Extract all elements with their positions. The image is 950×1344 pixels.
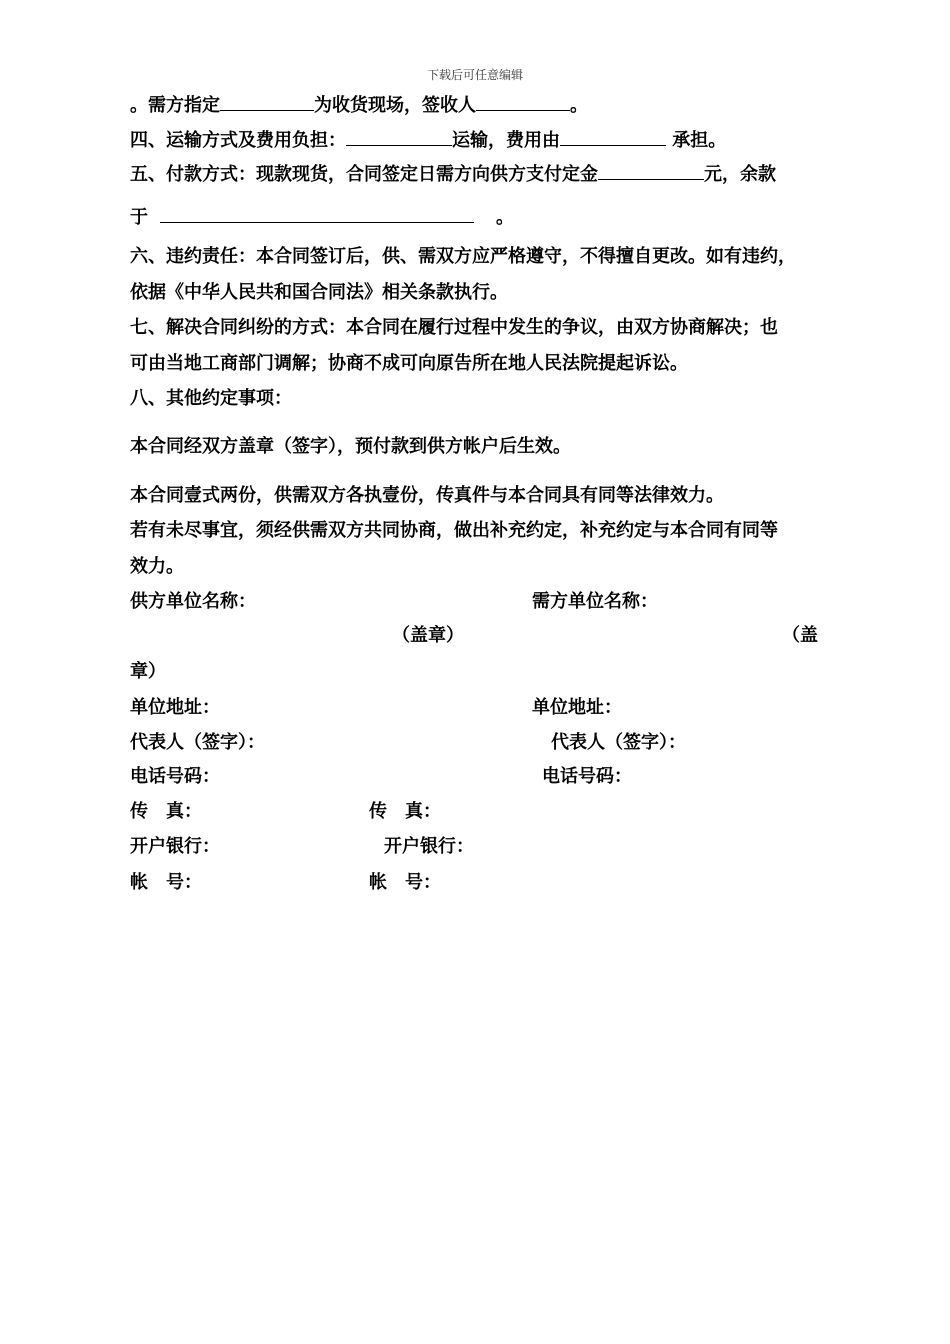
payment-text-1: 五、付款方式：现款现货，合同签定日需方向供方支付定金 bbox=[130, 164, 598, 185]
payment-text-2: 元，余款 bbox=[704, 164, 776, 185]
payment-text-3: 于 bbox=[130, 207, 148, 228]
clause-supplement-line2: 效力。 bbox=[130, 556, 184, 577]
transport-text-1: 四、运输方式及费用负担： bbox=[130, 130, 346, 151]
buyer-seal-label-b: 章） bbox=[130, 661, 166, 682]
payment-text-4: 。 bbox=[496, 207, 514, 228]
buyer-representative-label: 代表人（签字）： bbox=[551, 732, 686, 753]
transport-mode-blank[interactable] bbox=[346, 127, 452, 146]
buyer-bank-label: 开户银行： bbox=[384, 836, 474, 857]
clause-payment bbox=[130, 161, 776, 187]
receipt-text-2: 为收货现场，签收人 bbox=[314, 95, 476, 116]
page-header-note: 下载后可任意编辑 bbox=[426, 68, 523, 82]
buyer-address-label: 单位地址： bbox=[532, 697, 622, 718]
clause-receipt bbox=[130, 92, 588, 118]
supplier-fax-label: 传 真： bbox=[130, 801, 202, 822]
receipt-location-blank[interactable] bbox=[220, 92, 314, 111]
buyer-fax-label: 传 真： bbox=[369, 801, 441, 822]
clause-supplement-line1: 若有未尽事宜，须经供需双方共同协商，做出补充约定，补充约定与本合同有同等 bbox=[130, 520, 778, 541]
buyer-seal-label-a: （盖 bbox=[782, 625, 818, 646]
clause-payment-balance bbox=[130, 204, 514, 230]
supplier-phone-label: 电话号码： bbox=[130, 766, 220, 787]
transport-text-3: 承担。 bbox=[666, 130, 727, 151]
cost-bearer-blank[interactable] bbox=[560, 127, 666, 146]
transport-text-2: 运输，费用由 bbox=[452, 130, 560, 151]
deposit-amount-blank[interactable] bbox=[598, 161, 704, 180]
clause-breach-line2: 依据《中华人民共和国合同法》相关条款执行。 bbox=[130, 282, 508, 303]
balance-date-blank[interactable] bbox=[160, 204, 474, 223]
supplier-seal-label: （盖章） bbox=[392, 625, 464, 646]
receiver-blank[interactable] bbox=[476, 92, 570, 111]
buyer-account-label: 帐 号： bbox=[369, 872, 441, 893]
clause-copies: 本合同壹式两份，供需双方各执壹份，传真件与本合同具有同等法律效力。 bbox=[130, 485, 724, 506]
supplier-name-label: 供方单位名称： bbox=[130, 591, 256, 612]
supplier-representative-label: 代表人（签字）： bbox=[130, 732, 265, 753]
clause-breach-line1: 六、违约责任：本合同签订后，供、需双方应严格遵守，不得擅自更改。如有违约， bbox=[130, 246, 796, 267]
buyer-phone-label: 电话号码： bbox=[542, 766, 632, 787]
clause-other: 八、其他约定事项： bbox=[130, 388, 292, 409]
clause-dispute-line2: 可由当地工商部门调解；协商不成可向原告所在地人民法院提起诉讼。 bbox=[130, 353, 688, 374]
supplier-bank-label: 开户银行： bbox=[130, 836, 220, 857]
clause-transport bbox=[130, 127, 726, 153]
receipt-text-1: 。需方指定 bbox=[130, 95, 220, 116]
supplier-address-label: 单位地址： bbox=[130, 697, 220, 718]
clause-dispute-line1: 七、解决合同纠纷的方式：本合同在履行过程中发生的争议，由双方协商解决；也 bbox=[130, 317, 778, 338]
receipt-text-3: 。 bbox=[570, 95, 588, 116]
buyer-name-label: 需方单位名称： bbox=[532, 591, 658, 612]
supplier-account-label: 帐 号： bbox=[130, 872, 202, 893]
clause-effect: 本合同经双方盖章（签字），预付款到供方帐户后生效。 bbox=[130, 436, 571, 457]
